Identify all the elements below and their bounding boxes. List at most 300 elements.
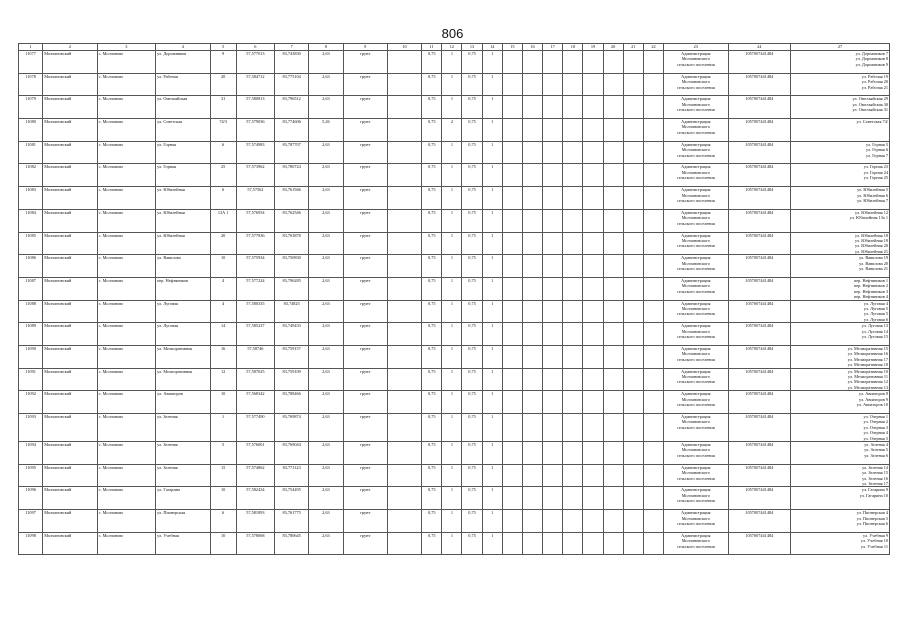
organization-cell-line: Молчановского [681,124,710,130]
count-cell: 1 [442,187,462,210]
surface-cell: грунт [343,414,387,442]
village-cell: с. Молчаново [97,141,155,164]
empty-cell [543,51,563,74]
table-row [19,300,890,323]
organization-cell-line: сельского поселения [676,356,715,362]
area-cell: 2,63 [309,255,343,278]
street-cell: ул. Омельяйская [156,96,210,119]
empty-cell [583,464,603,487]
district-cell: Молчановский [43,510,97,533]
empty-cell [543,209,563,232]
empty-cell [643,209,663,232]
table-row [19,255,890,278]
empty-cell [563,51,583,74]
empty-cell [643,164,663,187]
empty-cell [623,532,643,555]
empty-cell [387,119,421,142]
house-cell: 6 [210,187,236,210]
empty-cell [502,532,522,555]
area-cell: 2,63 [309,209,343,232]
empty-cell [387,51,421,74]
column-number-header: 24 [728,44,791,51]
empty-cell [583,277,603,300]
area-cell: 2,63 [309,510,343,533]
empty-cell [563,141,583,164]
empty-cell [502,232,522,255]
district-cell: Молчановский [43,164,97,187]
empty-cell [563,464,583,487]
street-cell: ул. Зеленая [156,414,210,442]
count-cell: 1 [482,164,502,187]
empty-cell [502,119,522,142]
house-cell: 14 [210,323,236,346]
count-cell: 1 [442,300,462,323]
value-cell: 0,75 [462,277,482,300]
house-cell: 10 [210,255,236,278]
addresses-cell-line: ул. Зеленая 15 [862,470,888,476]
surface-cell: грунт [343,141,387,164]
count-cell: 1 [482,442,502,465]
row-number: 11092 [19,391,43,414]
organization-cell-line: Администрация [681,164,711,170]
surface-cell: грунт [343,187,387,210]
organization-cell-line: Администрация [681,487,711,493]
empty-cell [543,510,563,533]
surface-cell: грунт [343,209,387,232]
surface-cell: грунт [343,119,387,142]
addresses-cell [791,368,890,391]
addresses-cell-line: ул. Рабочая 19 [861,73,888,79]
village-cell: с. Молчаново [97,323,155,346]
count-cell: 1 [442,414,462,442]
column-number-header: 12 [442,44,462,51]
village-cell: с. Молчаново [97,532,155,555]
addresses-cell [791,414,890,442]
house-cell: 6 [210,141,236,164]
count-cell: 1 [482,323,502,346]
organization-cell [664,391,729,414]
value-cell: 0,75 [422,141,442,164]
organization-cell [664,532,729,555]
table-row [19,141,890,164]
empty-cell [502,368,522,391]
ogrn-cell: 1057007441484 [728,414,791,442]
area-cell: 5,26 [309,119,343,142]
table-row [19,187,890,210]
empty-cell [502,414,522,442]
organization-cell [664,464,729,487]
village-cell: с. Молчаново [97,442,155,465]
count-cell: 1 [482,209,502,232]
addresses-cell-line: ул. Мелиоративная 10 [847,368,888,374]
empty-cell [643,119,663,142]
count-cell: 1 [482,487,502,510]
organization-cell [664,209,729,232]
addresses-cell-line: ул. Зеленая 17 [862,480,888,486]
addresses-cell-line: ул. Авиаторов 8 [859,391,888,397]
count-cell: 1 [482,510,502,533]
empty-cell [387,300,421,323]
column-number-header: 27 [791,44,890,51]
latitude-cell: 57,578068 [236,532,274,555]
column-number-header: 2 [43,44,97,51]
latitude-cell: 57,568342 [236,391,274,414]
addresses-cell-line: пер. Нефтяников 1 [853,277,888,283]
ogrn-cell: 1057007441484 [728,368,791,391]
organization-cell-line: Молчановского [681,101,710,107]
value-cell: 0,75 [422,532,442,555]
addresses-cell-line: ул. Советская 74/ [856,119,888,125]
value-cell: 0,75 [422,187,442,210]
empty-cell [583,232,603,255]
value-cell: 0,75 [462,141,482,164]
ogrn-cell: 1057007441484 [728,442,791,465]
district-cell: Молчановский [43,323,97,346]
surface-cell: грунт [343,96,387,119]
empty-cell [543,73,563,96]
count-cell: 1 [482,391,502,414]
empty-cell [623,232,643,255]
addresses-cell-line: ул. Мелиоративная 16 [847,351,888,357]
column-number-header: 21 [623,44,643,51]
house-cell: 20 [210,73,236,96]
column-number-header: 8 [309,44,343,51]
addresses-cell-line: ул. Мелиоративная 11 [847,374,888,380]
district-cell: Молчановский [43,487,97,510]
house-cell: 31 [210,96,236,119]
organization-cell-line: сельского поселения [676,266,715,271]
table-row [19,442,890,465]
district-cell: Молчановский [43,141,97,164]
count-cell: 1 [442,232,462,255]
empty-cell [643,391,663,414]
latitude-cell: 57,581893 [236,510,274,533]
empty-cell [387,232,421,255]
street-cell: ул. Юбилейная [156,209,210,232]
addresses-cell-line: ул. Юбилейная 21 [854,248,888,254]
empty-cell [387,510,421,533]
empty-cell [543,187,563,210]
addresses-cell-line: ул. Луговая 15 [861,334,888,340]
organization-cell-line: сельского поселения [676,220,715,226]
village-cell: с. Молчаново [97,119,155,142]
organization-cell [664,368,729,391]
organization-cell-line: Молчановского [681,470,710,476]
empty-cell [603,96,623,119]
empty-cell [603,487,623,510]
empty-cell [623,255,643,278]
addresses-cell-line: ул. Пионерская 4 [856,510,888,516]
empty-cell [563,532,583,555]
ogrn-cell: 1057007441484 [728,187,791,210]
empty-cell [387,487,421,510]
latitude-cell: 57,575934 [236,255,274,278]
empty-cell [387,368,421,391]
empty-cell [522,232,542,255]
count-cell: 1 [482,96,502,119]
count-cell: 1 [442,51,462,74]
area-cell: 2,63 [309,464,343,487]
organization-cell-line: Молчановского [681,237,710,243]
empty-cell [643,277,663,300]
latitude-cell: 57,580335 [236,300,274,323]
empty-cell [387,414,421,442]
surface-cell: грунт [343,277,387,300]
addresses-cell-line: ул. Дорожников 8 [855,56,888,62]
value-cell: 0,75 [462,510,482,533]
organization-cell-line: сельского поселения [676,520,715,526]
house-cell: 15 [210,464,236,487]
empty-cell [522,96,542,119]
addresses-cell-line: ул. Мелиоративная 18 [847,362,888,368]
table-row [19,368,890,391]
empty-cell [623,487,643,510]
empty-cell [583,368,603,391]
addresses-cell-line: пер. Нефтяников 3 [853,288,888,294]
value-cell: 0,75 [422,255,442,278]
area-cell: 2,63 [309,164,343,187]
addresses-cell-line: пер. Нефтяников 4 [853,294,888,300]
empty-cell [563,209,583,232]
latitude-cell: 57,585237 [236,323,274,346]
village-cell: с. Молчаново [97,187,155,210]
addresses-cell-line: ул. Горная 5 [865,141,888,147]
organization-cell-line: Молчановского [681,374,710,380]
addresses-cell [791,164,890,187]
addresses-cell [791,510,890,533]
ogrn-cell: 1057007441484 [728,300,791,323]
empty-cell [387,255,421,278]
surface-cell: грунт [343,323,387,346]
empty-cell [643,232,663,255]
table-row [19,464,890,487]
row-number: 11098 [19,532,43,555]
organization-cell-line: Молчановского [681,515,710,521]
house-cell: 4 [210,300,236,323]
organization-cell-line: Молчановского [681,447,710,453]
table-row [19,96,890,119]
organization-cell-line: Администрация [681,532,711,538]
house-cell: 10 [210,532,236,555]
value-cell: 0,75 [422,119,442,142]
count-cell: 1 [482,464,502,487]
organization-cell-line: сельского поселения [676,452,715,458]
addresses-cell-line: ул. Зеленая 6 [864,452,888,458]
registry-table [18,43,890,555]
area-cell: 2,63 [309,232,343,255]
longitude-cell: 83,763878 [275,232,309,255]
empty-cell [603,51,623,74]
addresses-cell-line: ул. Гагарина 10 [859,492,888,498]
empty-cell [522,487,542,510]
addresses-cell-line: ул. Учебная 9 [863,532,888,538]
district-cell: Молчановский [43,187,97,210]
empty-cell [543,464,563,487]
area-cell: 2,63 [309,345,343,368]
latitude-cell: 57,573962 [236,164,274,187]
empty-cell [563,119,583,142]
latitude-cell: 57,580813 [236,96,274,119]
empty-cell [502,464,522,487]
empty-cell [603,187,623,210]
count-cell: 1 [482,345,502,368]
organization-cell-line: сельского поселения [676,543,715,549]
empty-cell [583,96,603,119]
empty-cell [643,487,663,510]
empty-cell [543,232,563,255]
longitude-cell: 83,787707 [275,141,309,164]
empty-cell [522,255,542,278]
empty-cell [502,164,522,187]
village-cell: с. Молчаново [97,464,155,487]
count-cell: 2 [442,119,462,142]
district-cell: Молчановский [43,232,97,255]
empty-cell [603,368,623,391]
addresses-cell-line: ул. Вавилова 21 [859,266,888,271]
organization-cell-line: сельского поселения [676,175,715,181]
addresses-cell-line: ул. Озерная 4 [863,430,888,436]
organization-cell-line: Администрация [681,442,711,448]
longitude-cell: 83,750830 [275,255,309,278]
value-cell: 0,75 [422,73,442,96]
addresses-cell-line: ул. Вавилова 19 [859,255,888,261]
longitude-cell: 83,796285 [275,277,309,300]
latitude-cell: 57,576001 [236,442,274,465]
organization-cell [664,300,729,323]
value-cell: 0,75 [462,73,482,96]
ogrn-cell: 1057007441484 [728,510,791,533]
row-number: 11079 [19,96,43,119]
area-cell: 2,63 [309,391,343,414]
addresses-cell-line: ул. Зеленая 5 [864,447,888,453]
area-cell: 2,63 [309,187,343,210]
organization-cell-line: Администрация [681,391,711,397]
table-row [19,51,890,74]
street-cell: ул. Юбилейная [156,187,210,210]
empty-cell [623,73,643,96]
street-cell: ул. Мелиоративная [156,345,210,368]
village-cell: с. Молчаново [97,300,155,323]
house-cell: 9 [210,51,236,74]
empty-cell [543,164,563,187]
surface-cell: грунт [343,464,387,487]
district-cell: Молчановский [43,464,97,487]
house-cell: 6 [210,510,236,533]
organization-cell-line: Администрация [681,345,711,351]
value-cell: 0,75 [462,96,482,119]
longitude-cell: 83,796512 [275,96,309,119]
district-cell: Молчановский [43,51,97,74]
district-cell: Молчановский [43,209,97,232]
empty-cell [543,414,563,442]
empty-cell [623,164,643,187]
addresses-cell-line: ул. Горная 6 [865,147,888,153]
empty-cell [623,51,643,74]
addresses-cell-line: ул. Луговая 5 [863,305,888,311]
empty-cell [583,209,603,232]
row-number: 11081 [19,141,43,164]
addresses-cell-line: ул. Горная 23 [863,164,888,170]
addresses-cell-line: ул. Юбилейная 5 [857,187,888,193]
district-cell: Молчановский [43,277,97,300]
table-row [19,119,890,142]
organization-cell-line: Администрация [681,464,711,470]
addresses-cell-line: ул. Учебная 10 [860,538,888,544]
house-cell: 25 [210,164,236,187]
row-number: 11082 [19,164,43,187]
district-cell: Молчановский [43,414,97,442]
column-number-header: 19 [583,44,603,51]
organization-cell-line: Администрация [681,209,711,215]
latitude-cell: 57,577224 [236,277,274,300]
empty-cell [623,345,643,368]
district-cell: Молчановский [43,345,97,368]
count-cell: 1 [442,532,462,555]
organization-cell [664,277,729,300]
village-cell: с. Молчаново [97,164,155,187]
village-cell: с. Молчаново [97,345,155,368]
organization-cell-line: сельского поселения [676,498,715,504]
area-cell: 2,63 [309,51,343,74]
empty-cell [543,532,563,555]
longitude-cell: 83,769044 [275,442,309,465]
latitude-cell: 57,576954 [236,209,274,232]
empty-cell [603,209,623,232]
empty-cell [583,255,603,278]
organization-cell-line: Молчановского [681,56,710,62]
district-cell: Молчановский [43,532,97,555]
organization-cell-line: сельского поселения [676,288,715,294]
value-cell: 0,75 [422,323,442,346]
value-cell: 0,75 [462,300,482,323]
value-cell: 0,75 [462,119,482,142]
row-number: 11084 [19,209,43,232]
empty-cell [643,255,663,278]
addresses-cell-line: ул. Мелиоративная 13 [847,384,888,390]
empty-cell [563,442,583,465]
addresses-cell-line: ул. Луговая 14 [861,328,888,334]
table-row [19,164,890,187]
empty-cell [522,141,542,164]
village-cell: с. Молчаново [97,277,155,300]
street-cell: ул. Учебная [156,532,210,555]
addresses-cell-line: ул. Омельяйская 30 [852,101,888,107]
count-cell: 1 [482,187,502,210]
column-number-header: 10 [387,44,421,51]
empty-cell [387,187,421,210]
longitude-cell: 83,774606 [275,119,309,142]
empty-cell [502,209,522,232]
organization-cell-line: Администрация [681,414,711,419]
organization-cell-line: Администрация [681,510,711,516]
empty-cell [563,164,583,187]
empty-cell [643,442,663,465]
addresses-cell-line: ул. Авиаторов 10 [856,402,888,408]
organization-cell [664,232,729,255]
count-cell: 1 [442,391,462,414]
longitude-cell: 83,74825 [275,300,309,323]
organization-cell-line: Администрация [681,232,711,238]
street-cell: ул. Авиаторов [156,391,210,414]
empty-cell [603,277,623,300]
value-cell: 0,75 [422,414,442,442]
empty-cell [502,141,522,164]
empty-cell [387,164,421,187]
addresses-cell-line: ул. Юбилейная 7 [857,197,888,203]
area-cell: 2,63 [309,141,343,164]
empty-cell [543,345,563,368]
empty-cell [583,300,603,323]
